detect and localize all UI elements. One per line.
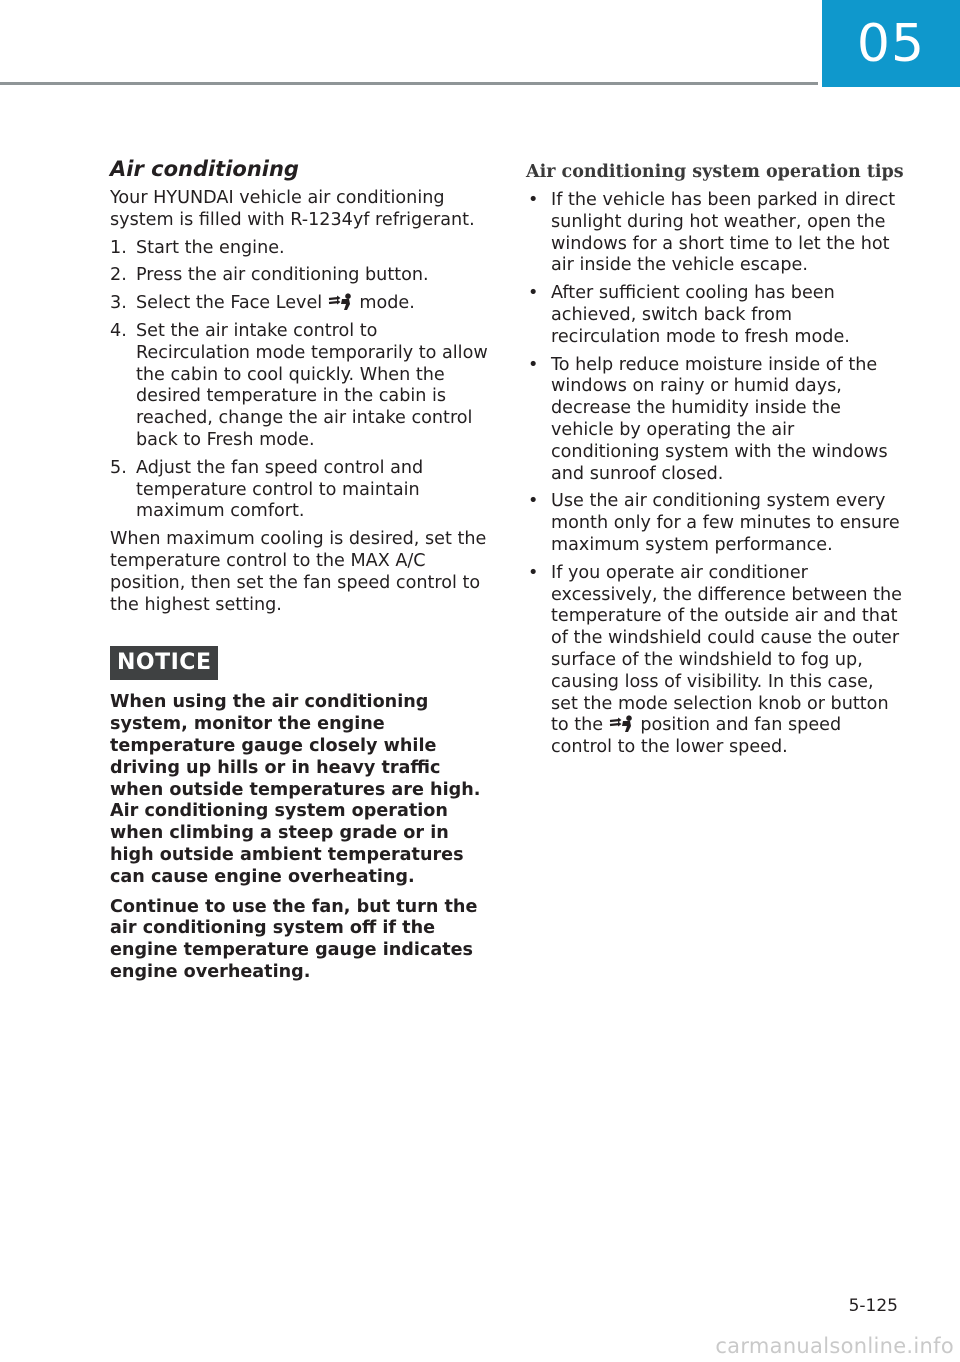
step-number: 4. [110,320,127,341]
notice-badge: NOTICE [110,646,218,680]
list-item [526,283,906,348]
tip-text: After sufficient cooling has been achieved, switch back from recirculation mode to fresh mode. [551,283,850,347]
chapter-tab [822,0,960,87]
chapter-number: 05 [856,13,926,74]
bullet: • [528,190,539,210]
bullet: • [528,354,539,375]
section-title: Air conditioning [110,157,299,181]
steps-list [110,238,490,524]
step-text-after: mode. [359,293,415,314]
list-item [110,321,490,452]
step-number: 5. [110,457,127,478]
step-text: Press the air conditioning button. [136,265,429,286]
step-text: Adjust the fan speed control and temperature control to maintain maximum comfort. [136,457,424,522]
tip-text: If the vehicle has been parked in direct sunlight during hot weather, open the windows for a short time to let the hot air inside the vehicle escape. [551,190,896,276]
bullet: • [528,283,539,304]
watermark: carmanualsonline.info [715,1334,954,1358]
tip-text: To help reduce moisture inside of the windows on rainy or humid days, decrease the humidity inside the vehicle by operating the air conditioning system with the windows and sunroof closed. [551,354,888,484]
list-item [526,563,906,759]
tips-list [526,190,906,759]
step-text-before: Select the Face Level [136,293,323,314]
tip-text-after: position and fan speed control to the lower speed. [551,715,842,758]
notice-paragraph-1: When using the air conditioning system, monitor the engine temperature gauge closely while driving up hills or in heavy traffic when outside temperatures are high. Air conditioning system operation when climbing a steep grade or in high outside ambient temperatures can cause engine overheating. [110,692,481,887]
intro-paragraph: Your HYUNDAI vehicle air conditioning system is filled with R-1234yf refrigerant. [110,188,475,230]
tip-text: Use the air conditioning system every month only for a few minutes to ensure maximum system performance. [551,491,900,555]
list-item [110,265,490,287]
face-level-mode-icon [328,293,354,311]
face-level-mode-icon [609,715,635,733]
step-text: Set the air intake control to Recirculation mode temporarily to allow the cabin to cool quickly. When the desired temperature in the cabin is reached, change the air intake control back to Fresh mode. [136,320,488,450]
notice-paragraph-2: Continue to use the fan, but turn the air conditioning system off if the engine temperature gauge indicates engine overheating. [110,896,478,982]
tip-text [551,563,906,759]
step-text: Start the engine. [136,237,285,258]
bullet: • [528,562,539,583]
page-number: 5-125 [848,1296,898,1316]
list-item [110,238,490,260]
list-item [526,491,906,556]
tip-text-before: If you operate air conditioner excessively, the difference between the temperature of the outside air and that of the windshield could cause the outer surface of the windshield to fog up, causing loss of visibility. In this case, set the mode selection knob or button to the [551,562,902,736]
header-rule [0,82,818,85]
right-column [526,160,906,765]
step-number: 1. [110,237,127,258]
list-item [526,190,906,277]
max-cooling-paragraph: When maximum cooling is desired, set the temperature control to the MAX A/C position, then set the fan speed control to the highest setting. [110,529,487,615]
step-number: 2. [110,265,127,286]
left-column [110,156,490,992]
list-item [110,458,490,523]
tips-title: Air conditioning system operation tips [526,162,904,182]
bullet: • [528,491,539,512]
list-item [526,355,906,486]
step-text [136,293,415,315]
list-item [110,293,490,315]
step-number: 3. [110,293,127,314]
